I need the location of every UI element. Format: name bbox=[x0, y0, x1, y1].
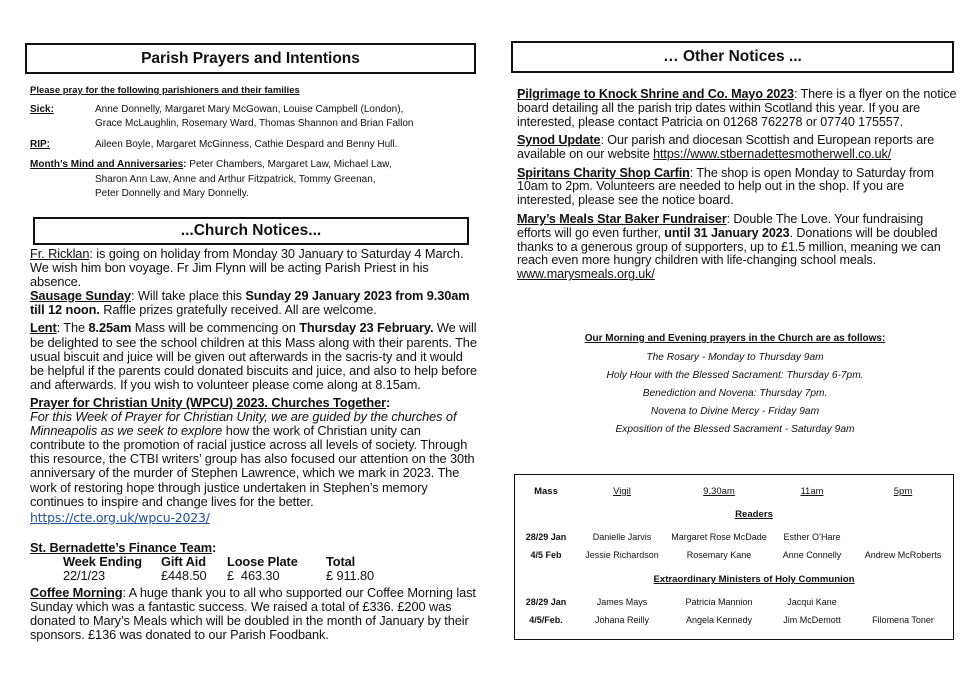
notice-lent-text: : The bbox=[56, 320, 89, 336]
sick-names-line: Anne Donnelly, Margaret Mary McGowan, Louise Campbell (London), bbox=[95, 103, 404, 115]
months-mind-list bbox=[30, 158, 480, 202]
spiritans-label: Spiritans Charity Shop Carfin bbox=[517, 165, 690, 180]
finance-header: Week Ending bbox=[63, 553, 143, 569]
other-notices-heading: … Other Notices ... bbox=[663, 48, 802, 65]
months-mind-colon: : bbox=[183, 159, 187, 170]
rota-name: Filomena Toner bbox=[872, 615, 934, 625]
finance-header: Loose Plate bbox=[227, 553, 298, 569]
mass-header-row bbox=[515, 486, 953, 497]
notice-coffee-morning bbox=[30, 586, 478, 642]
sick-names-line: Grace McLaughlin, Rosemary Ward, Thomas Shannon and Brian Fallon bbox=[95, 118, 414, 129]
notice-wpcu-italic: For this Week of Prayer for Christian Unity, we are guided by the churches of Minneapolis as we seek to explore bbox=[30, 409, 457, 439]
mass-header: 11am bbox=[800, 486, 824, 497]
church-notices-heading: ...Church Notices... bbox=[180, 222, 322, 239]
rip-names: Aileen Boyle, Margaret McGinness, Cathie Despard and Benny Hull. bbox=[95, 138, 398, 150]
mass-header: Vigil bbox=[613, 486, 631, 497]
finance-cell: £ 911.80 bbox=[326, 567, 375, 583]
rip-list bbox=[30, 138, 480, 153]
notice-sausage-label: Sausage Sunday bbox=[30, 288, 132, 304]
rota-date: 4/5/Feb. bbox=[529, 615, 563, 625]
synod-website-link[interactable]: https://www.stbernadettesmotherwell.co.uk/ bbox=[653, 147, 892, 162]
finance-header: Total bbox=[326, 553, 356, 569]
rota-name: James Mays bbox=[596, 597, 648, 607]
synod-label: Synod Update bbox=[517, 133, 601, 148]
notice-lent-label: Lent bbox=[30, 320, 57, 336]
prayer-time-item: Novena to Divine Mercy - Friday 9am bbox=[650, 406, 820, 417]
notice-finance bbox=[30, 541, 478, 555]
months-mind-names-line: Sharon Ann Law, Anne and Arthur Fitzpatrick, Tommy Greenan, bbox=[95, 173, 376, 185]
wpcu-link[interactable]: https://cte.org.uk/wpcu-2023/ bbox=[30, 509, 210, 525]
marys-meals-text-2: . Donations will be doubled thanks to a generous group of supporters, up to £1.5 million, meaning we can reach even more hungry children with life-changing school meals. bbox=[517, 225, 941, 268]
prayer-times-section bbox=[520, 330, 950, 439]
finance-colon: : bbox=[212, 539, 217, 555]
rota-name: Jessie Richardson bbox=[585, 550, 659, 560]
other-notices-section bbox=[517, 88, 957, 287]
rip-label: RIP: bbox=[30, 138, 50, 150]
rota-name: Andrew McRoberts bbox=[864, 550, 942, 560]
rota-name: Jim McDemott bbox=[783, 615, 841, 625]
notice-synod bbox=[517, 134, 957, 162]
ministers-row bbox=[515, 597, 953, 607]
parish-prayers-heading: Parish Prayers and Intentions bbox=[141, 49, 360, 67]
rota-name: Jacqui Kane bbox=[787, 597, 837, 607]
prayer-time-item: Exposition of the Blessed Sacrament - Saturday 9am bbox=[615, 424, 855, 435]
ministers-row bbox=[515, 615, 953, 625]
rota-name: Margaret Rose McDade bbox=[671, 532, 767, 542]
notice-wpcu-label: Prayer for Christian Unity (WPCU) 2023. Churches Together bbox=[30, 394, 387, 410]
notice-marys-meals bbox=[517, 213, 957, 283]
synod-text: : Our parish and diocesan Scottish and European reports are available on our website bbox=[517, 133, 935, 162]
notice-sausage-sunday bbox=[30, 289, 478, 317]
parish-prayers-heading-box bbox=[25, 43, 476, 74]
prayer-time-item: The Rosary - Monday to Thursday 9am bbox=[646, 352, 824, 363]
notice-sausage-text: : Will take place this bbox=[131, 288, 246, 304]
rota-name: Patricia Mannion bbox=[685, 597, 753, 607]
coffee-label: Coffee Morning bbox=[30, 584, 123, 600]
notice-ricklan bbox=[30, 247, 478, 289]
rota-date: 4/5 Feb bbox=[530, 550, 562, 560]
finance-cell: £ 463.30 bbox=[227, 567, 280, 583]
finance-header: Gift Aid bbox=[161, 553, 206, 569]
notice-knock-pilgrimage bbox=[517, 88, 957, 130]
prayer-time-item: Benediction and Novena: Thursday 7pm. bbox=[642, 388, 828, 399]
spiritans-text: : The shop is open Monday to Saturday from 10am to 2pm. Volunteers are needed to help out in the shop. If you are interested, please see the notice board. bbox=[517, 165, 934, 208]
prayers-intro: Please pray for the following parishioners and their families bbox=[30, 85, 300, 96]
mass-header: 5pm bbox=[893, 486, 913, 497]
notice-lent-date: Thursday 23 February. bbox=[299, 320, 434, 336]
other-notices-heading-box bbox=[511, 41, 954, 73]
notice-wpcu bbox=[30, 396, 478, 509]
mass-rota-table bbox=[514, 474, 954, 640]
notice-sausage-text-2: Raffle prizes gratefully received. All are welcome. bbox=[99, 302, 377, 318]
church-notices-heading-box bbox=[33, 217, 469, 245]
marys-meals-date: until 31 January 2023 bbox=[664, 225, 790, 240]
marys-meals-label: Mary’s Meals Star Baker Fundraiser bbox=[517, 211, 727, 226]
notice-ricklan-label: Fr. Ricklan bbox=[30, 246, 90, 261]
coffee-text: : A huge thank you to all who supported our Coffee Morning last Sunday which was a fantastic success. We raised a total of £336. £200 was donated to Mary’s Meals which will be doubled in the month of January by their sponsors. £136 was donated to our Parish Foodbank. bbox=[30, 584, 476, 643]
notice-sausage-date: Sunday 29 January 2023 from 9.30am till 12 noon. bbox=[30, 288, 470, 318]
ministers-heading: Extraordinary Ministers of Holy Communion bbox=[653, 574, 855, 585]
prayer-times-title: Our Morning and Evening prayers in the Church are as follows: bbox=[584, 333, 886, 344]
sick-list bbox=[30, 103, 480, 132]
notice-lent-text-3: We will be delighted to see the school children at this Mass along with their parents. The usual biscuit and juice will be given out afterwards in the sacris-ty and it would be helpful if the parents could donated biscuits and juice, and also to help before and afterwards. If you wish to volunteer please come along at 8.15am. bbox=[30, 320, 478, 392]
readers-row bbox=[515, 550, 953, 560]
rota-date: 28/29 Jan bbox=[525, 532, 567, 542]
notice-wpcu-text: how the work of Christian unity can contribute to the promotion of racial justice across all levels of society. Through this resource, the CTBI writers’ group has also focused our attention on the 30th anniversary of the murder of Stephen Lawrence, which we mark in 2023. The work of restoring hope through justice undertaken in Stephen’s memory continues to inspire and change lives for the better. bbox=[30, 423, 475, 509]
notice-spiritans bbox=[517, 167, 957, 209]
finance-header-row bbox=[63, 555, 374, 569]
knock-label: Pilgrimage to Knock Shrine and Co. Mayo 2023 bbox=[517, 87, 794, 101]
finance-cell: 22/1/23 bbox=[63, 567, 105, 583]
rota-name: Anne Connelly bbox=[782, 550, 842, 560]
finance-table bbox=[63, 555, 374, 583]
notice-lent bbox=[30, 321, 478, 391]
mass-header: 9.30am bbox=[703, 486, 735, 497]
rota-name bbox=[853, 597, 953, 607]
knock-text: : There is a flyer on the notice board detailing all the parish trip dates within Scotland this year. If you are interested, please contact Patricia on 01268 762278 or 07740 175557. bbox=[517, 87, 957, 129]
notice-lent-time: 8.25am bbox=[88, 320, 132, 336]
months-mind-label: Month’s Mind and Anniversaries bbox=[30, 159, 184, 170]
prayer-time-item: Holy Hour with the Blessed Sacrament: Thursday 6-7pm. bbox=[606, 370, 864, 381]
rota-name: Rosemary Kane bbox=[686, 550, 752, 560]
notice-ricklan-text: : is going on holiday from Monday 30 January to Saturday 4 March. We wish him bon voyage. Fr Jim Flynn will be acting Parish Priest in his absence. bbox=[30, 246, 464, 290]
prayers-section bbox=[30, 84, 480, 202]
rota-name: Johana Reilly bbox=[594, 615, 650, 625]
notice-wpcu-colon: : bbox=[386, 394, 391, 410]
wpcu-link-line bbox=[30, 511, 478, 525]
readers-row bbox=[515, 532, 953, 542]
finance-row bbox=[63, 569, 374, 583]
sick-label: Sick: bbox=[30, 103, 54, 115]
church-notices-section bbox=[30, 247, 478, 642]
rota-name: Danielle Jarvis bbox=[592, 532, 652, 542]
finance-cell: £448.50 bbox=[161, 567, 207, 583]
readers-heading: Readers bbox=[735, 509, 773, 520]
months-mind-names-line: Peter Donnelly and Mary Donnelly. bbox=[95, 188, 249, 199]
marys-meals-link[interactable]: www.marysmeals.org.uk/ bbox=[517, 267, 655, 282]
notice-lent-text-2: Mass will be commencing on bbox=[131, 320, 300, 336]
rota-date: 28/29 Jan bbox=[525, 597, 567, 607]
marys-meals-text: : Double The Love. Your fundraising efforts will go even further, bbox=[517, 211, 924, 240]
finance-label: St. Bernadette’s Finance Team bbox=[30, 539, 212, 555]
mass-header: Mass bbox=[534, 486, 558, 497]
rota-name: Angela Kennedy bbox=[685, 615, 753, 625]
months-mind-names-line: Peter Chambers, Margaret Law, Michael Law, bbox=[186, 159, 392, 170]
rota-name: Esther O’Hare bbox=[783, 532, 841, 542]
rota-name bbox=[853, 532, 953, 542]
